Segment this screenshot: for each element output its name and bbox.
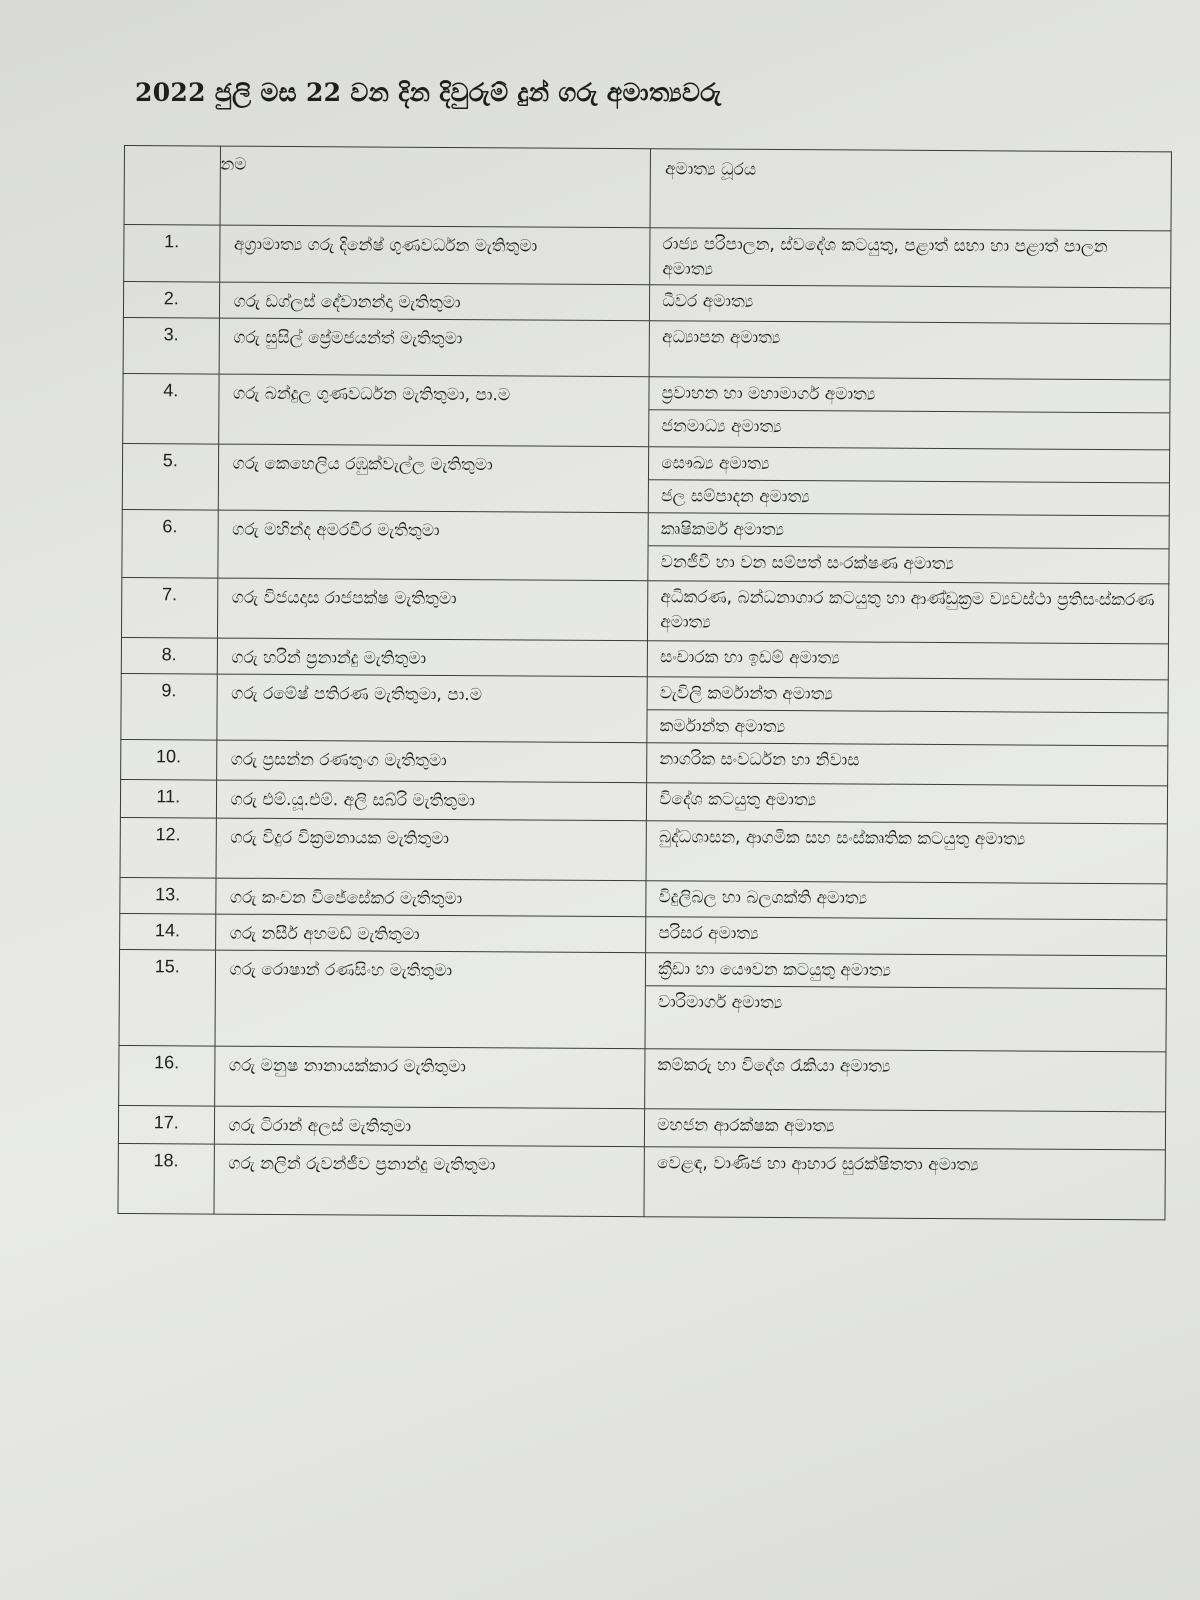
row-number: 13. bbox=[120, 877, 216, 914]
portfolio-cell bbox=[647, 783, 1168, 824]
row-number: 4. bbox=[123, 373, 219, 444]
minister-name: ගරු රොෂාන් රණසිංහ මැතිතුමා bbox=[215, 950, 646, 1049]
portfolio-item: මහජන ආරක්ෂක අමාත්‍ය bbox=[657, 1115, 835, 1137]
portfolio-item: පරිසර අමාත්‍ය bbox=[658, 923, 759, 944]
minister-name: ගරු බන්දුල ගුණවර්ධන මැතිතුමා, පා.ම bbox=[218, 374, 649, 447]
minister-name: ගරු රමේෂ් පතිරණ මැතිතුමා, පා.ම bbox=[216, 674, 647, 743]
minister-name: ගරු ටිරාන් අලස් මැතිතුමා bbox=[214, 1106, 645, 1147]
ministers-table bbox=[117, 145, 1172, 1220]
portfolio-cell bbox=[649, 321, 1170, 380]
portfolio-item: වනජීවී හා වන සම්පත් සංරක්ෂණ අමාත්‍ය bbox=[660, 552, 955, 575]
portfolio-cell bbox=[644, 1147, 1165, 1220]
row-number: 14. bbox=[120, 913, 216, 950]
portfolio-cell bbox=[648, 581, 1169, 644]
portfolio-item: සංචාරක හා ඉඩම් අමාත්‍ය bbox=[660, 647, 840, 669]
row-number: 6. bbox=[122, 509, 218, 578]
table-row bbox=[121, 739, 1168, 785]
table-body bbox=[118, 225, 1171, 1220]
table-row bbox=[122, 509, 1169, 583]
portfolio-item: අධ්‍යාපන අමාත්‍ය bbox=[661, 327, 781, 349]
portfolio-cell bbox=[645, 1109, 1166, 1150]
portfolio-item: ධීවර අමාත්‍ය bbox=[662, 291, 754, 312]
portfolio-item: වෙළඳ, වාණිජ හා ආහාර සුරක්ෂිතතා අමාත්‍ය bbox=[656, 1153, 979, 1176]
portfolio-item: රාජ්‍ය පරිපාලන, ස්වදේශ කටයුතු, පළාත් සභා හා පළාත් පාලන අමාත්‍ය bbox=[662, 234, 1108, 280]
table-row bbox=[120, 779, 1167, 823]
table-row bbox=[120, 817, 1167, 883]
portfolio-cell bbox=[650, 285, 1171, 324]
row-number: 1. bbox=[124, 225, 220, 283]
portfolio-cell bbox=[650, 228, 1171, 288]
minister-name: ගරු කෙහෙලිය රඹුක්වැල්ල මැතිතුමා bbox=[218, 444, 649, 513]
row-number: 3. bbox=[123, 317, 219, 374]
row-number: 11. bbox=[120, 779, 216, 818]
minister-name: ගරු සුසිල් ප්‍රේමජයන්ත් මැතිතුමා bbox=[219, 318, 650, 377]
minister-name: ගරු එම්.යූ.එම්. අලි සබ්රි මැතිතුමා bbox=[216, 780, 647, 821]
portfolio-item: විදේශ කටයුතු අමාත්‍ය bbox=[659, 789, 817, 811]
row-number: 15. bbox=[119, 949, 215, 1046]
minister-name: ගරු මනුෂ නානායක්කාර මැතිතුමා bbox=[214, 1046, 645, 1109]
table-row bbox=[124, 225, 1171, 288]
minister-name: ගරු ඩග්ලස් දේවානන්දා මැතිතුමා bbox=[219, 282, 650, 321]
row-number: 7. bbox=[121, 577, 217, 638]
portfolio-cell bbox=[646, 917, 1167, 956]
portfolio-item: වාරිමාර්ග අමාත්‍ය bbox=[657, 992, 783, 1014]
portfolio-cell bbox=[645, 1049, 1166, 1112]
row-number: 8. bbox=[121, 637, 217, 674]
header-name: නම bbox=[220, 146, 651, 228]
table-row bbox=[121, 577, 1168, 643]
minister-name: ගරු නසීර් අහමඩ් මැතිතුමා bbox=[215, 914, 646, 953]
minister-name: ගරු හරින් ප්‍රනාන්දු මැතිතුමා bbox=[217, 638, 648, 677]
portfolio-item: කෘෂිකර්ම අමාත්‍ය bbox=[649, 513, 1169, 549]
header-portfolio: අමාත්‍ය ධූරය bbox=[650, 149, 1171, 231]
portfolio-cell bbox=[646, 821, 1167, 884]
row-number: 18. bbox=[118, 1143, 214, 1214]
portfolio-cell bbox=[647, 743, 1168, 786]
table-row bbox=[119, 1045, 1166, 1111]
document-title: 2022 ජුලි මස 22 වන දින දිවුරුම් දුන් ගරු අමාත්‍යවරු bbox=[135, 78, 722, 107]
table-row bbox=[123, 317, 1170, 379]
table-row bbox=[118, 1105, 1165, 1149]
minister-name: ගරු විජයදාස රාජපක්ෂ මැතිතුමා bbox=[217, 578, 648, 641]
row-number: 17. bbox=[118, 1105, 214, 1144]
minister-name: ගරු මහින්ද අමරවීර මැතිතුමා bbox=[217, 510, 648, 581]
portfolio-item: ප්‍රවාහන හා මහාමාර්ග අමාත්‍ය bbox=[650, 377, 1170, 413]
minister-name: ගරු විදුර වික්‍රමනායක මැතිතුමා bbox=[216, 818, 647, 881]
minister-name: ගරු නලින් රුවන්ජීව ප්‍රනාන්දු මැතිතුමා bbox=[214, 1144, 645, 1217]
table-header-row bbox=[124, 146, 1171, 231]
portfolio-item: විදුලිබල හා බලශක්ති අමාත්‍ය bbox=[658, 887, 868, 909]
portfolio-cell bbox=[646, 881, 1167, 920]
portfolio-cell bbox=[649, 377, 1170, 450]
row-number: 12. bbox=[120, 817, 216, 878]
table-row bbox=[121, 673, 1168, 745]
portfolio-cell bbox=[647, 641, 1168, 680]
portfolio-item: කර්මාන්ත අමාත්‍ය bbox=[659, 716, 786, 738]
portfolio-item: සෞඛ්‍ය අමාත්‍ය bbox=[649, 447, 1169, 483]
portfolio-item: ක්‍රීඩා හා යෞවන කටයුතු අමාත්‍ය bbox=[646, 953, 1166, 989]
table-row bbox=[122, 443, 1169, 515]
table-row bbox=[118, 1143, 1165, 1219]
row-number: 9. bbox=[121, 673, 217, 740]
minister-name: අග්‍රාමාත්‍ය ගරු දිනේෂ් ගුණවර්ධන මැතිතුමා bbox=[219, 225, 650, 285]
table-row bbox=[119, 949, 1167, 1051]
portfolio-cell bbox=[645, 953, 1166, 1052]
row-number: 2. bbox=[123, 282, 219, 319]
row-number: 16. bbox=[119, 1045, 215, 1106]
portfolio-cell bbox=[648, 513, 1169, 584]
portfolio-item: ජනමාධ්‍ය අමාත්‍ය bbox=[661, 416, 782, 438]
portfolio-item: අධිකරණ, බන්ධනාගාර කටයුතු හා ආණ්ඩුක්‍රම ව්‍යවස්ථා ප්‍රතිසංස්කරණ අමාත්‍ය bbox=[660, 587, 1155, 633]
portfolio-cell bbox=[647, 677, 1168, 746]
row-number: 5. bbox=[122, 443, 218, 510]
row-number: 10. bbox=[121, 739, 217, 780]
table-row bbox=[123, 373, 1170, 449]
portfolio-item: නාගරික සංවර්ධන හා නිවාස bbox=[659, 749, 860, 771]
minister-name: ගරු ප්‍රසන්න රණතුංග මැතිතුමා bbox=[216, 740, 647, 783]
portfolio-item: බුද්ධශාසන, ආගමික සහ සංස්කෘතික කටයුතු අමාත්‍ය bbox=[658, 827, 1026, 850]
header-number bbox=[124, 146, 220, 226]
portfolio-item: කම්කරු හා විදේශ රැකියා අමාත්‍ය bbox=[657, 1055, 891, 1077]
portfolio-item: වැවිලි කර්මාන්ත අමාත්‍ය bbox=[648, 677, 1168, 713]
portfolio-cell bbox=[648, 447, 1169, 516]
minister-name: ගරු කංචන විජේසේකර මැතිතුමා bbox=[215, 878, 646, 917]
portfolio-item: ජල සම්පාදන අමාත්‍ය bbox=[660, 486, 810, 508]
